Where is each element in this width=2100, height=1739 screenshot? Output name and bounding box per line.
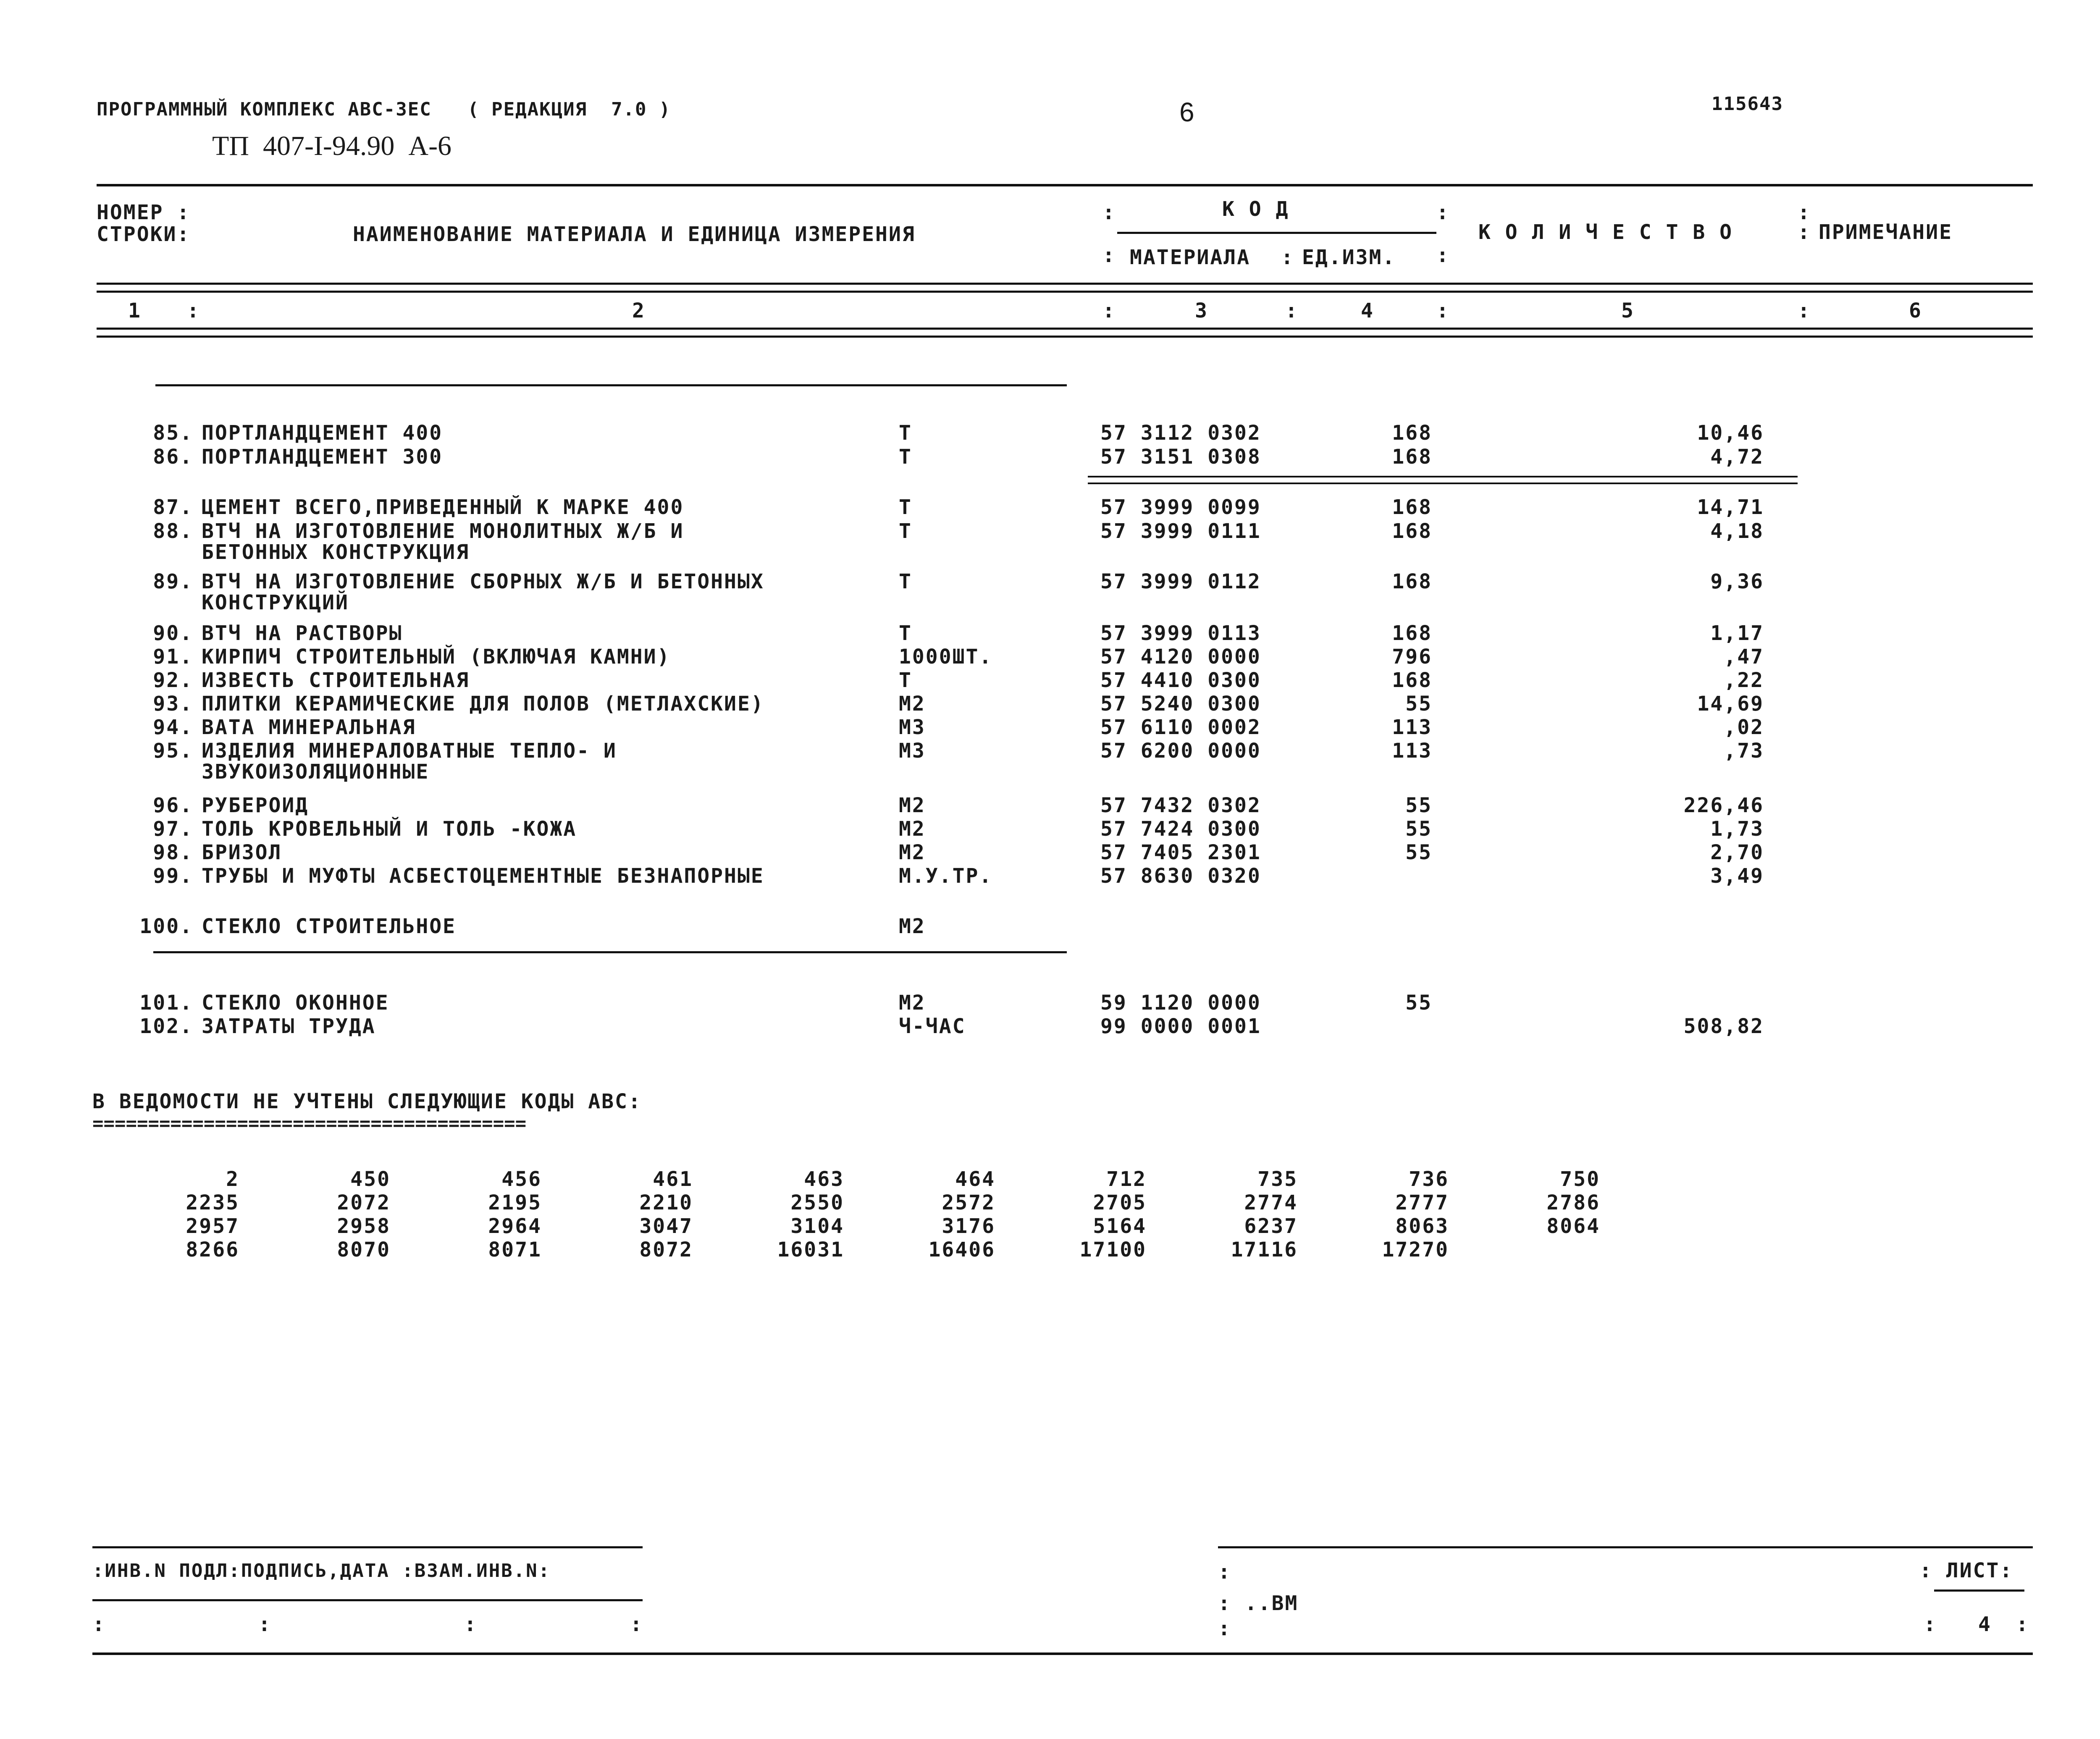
unaccounted-code: 2195 — [488, 1191, 542, 1214]
unaccounted-code: 2786 — [1546, 1191, 1600, 1214]
unaccounted-code: 2705 — [1093, 1191, 1147, 1214]
col1-header-line1: НОМЕР : — [97, 201, 191, 224]
column-numbers-double-rule — [97, 328, 2033, 338]
unit-code: 168 — [1392, 496, 1432, 519]
unit-code: 796 — [1392, 645, 1432, 669]
footer-left-mid-rule — [92, 1599, 643, 1601]
unit-of-measure: М2 — [899, 915, 926, 938]
unaccounted-code: 5164 — [1093, 1214, 1147, 1238]
material-name: СТЕКЛО СТРОИТЕЛЬНОЕ — [202, 915, 457, 938]
group-divider-bottom — [153, 951, 1067, 953]
unaccounted-code: 450 — [350, 1167, 391, 1191]
material-code: 57 3999 0112 — [1100, 570, 1261, 593]
row-number: 88. — [153, 519, 193, 543]
material-name-continued: КОНСТРУКЦИЙ — [202, 591, 349, 614]
unaccounted-code: 2572 — [942, 1191, 995, 1214]
unaccounted-code: 456 — [501, 1167, 542, 1191]
code-split-rule — [1117, 232, 1436, 234]
col1-header-line2: СТРОКИ: — [97, 223, 191, 246]
unaccounted-code: 461 — [653, 1167, 693, 1191]
row-number: 99. — [153, 864, 193, 888]
unit-code: 55 — [1405, 841, 1432, 864]
code-sep-b: : — [1436, 201, 1450, 224]
note-sep-b: : — [1798, 220, 1811, 244]
document-number: 115643 — [1712, 93, 1783, 115]
unit-of-measure: М2 — [899, 841, 926, 864]
code-sep-d: : — [1281, 246, 1294, 269]
material-code: 57 3112 0302 — [1100, 421, 1261, 445]
material-name: РУБЕРОИД — [202, 794, 309, 817]
unaccounted-code: 17100 — [1079, 1238, 1147, 1262]
unaccounted-code: 16031 — [777, 1238, 844, 1262]
quantity-value: 508,82 — [1683, 1015, 1764, 1038]
material-name: ВТЧ НА ИЗГОТОВЛЕНИЕ МОНОЛИТНЫХ Ж/Б И — [202, 519, 684, 543]
quantity-value: ,22 — [1724, 669, 1764, 692]
unit-of-measure: М2 — [899, 794, 926, 817]
row-number: 92. — [153, 669, 193, 692]
material-name: ПОРТЛАНДЦЕМЕНТ 300 — [202, 445, 443, 469]
row-number: 85. — [153, 421, 193, 445]
program-title: ПРОГРАММНЫЙ КОМПЛЕКС АВС-ЗЕС ( РЕДАКЦИЯ 7.0 ) — [97, 99, 671, 120]
unaccounted-code: 2774 — [1244, 1191, 1298, 1214]
unit-code: 168 — [1392, 421, 1432, 445]
unit-code: 168 — [1392, 519, 1432, 543]
material-name: ТОЛЬ КРОВЕЛЬНЫЙ И ТОЛЬ -КОЖА — [202, 817, 577, 841]
unaccounted-underline: ======================================= — [92, 1113, 527, 1134]
material-name-continued: ЗВУКОИЗОЛЯЦИОННЫЕ — [202, 760, 430, 784]
unaccounted-code: 17116 — [1231, 1238, 1298, 1262]
unaccounted-code: 8070 — [337, 1238, 391, 1262]
row-number: 89. — [153, 570, 193, 593]
material-code: 57 4120 0000 — [1100, 645, 1261, 669]
unaccounted-code: 2958 — [337, 1214, 391, 1238]
sheet-number: 4 — [1978, 1613, 1992, 1636]
code-sep-a: : — [1102, 201, 1116, 224]
unit-of-measure: Т — [899, 519, 912, 543]
unit-code: 168 — [1392, 570, 1432, 593]
quantity-header: К О Л И Ч Е С Т В О — [1478, 220, 1733, 244]
material-code: 99 0000 0001 — [1100, 1015, 1261, 1038]
sheet-label: : ЛИСТ: — [1919, 1559, 2013, 1582]
unaccounted-code: 2964 — [488, 1214, 542, 1238]
quantity-value: ,73 — [1724, 739, 1764, 763]
note-sep-a: : — [1798, 201, 1811, 224]
footer-mid-sep-b: : — [1218, 1617, 1231, 1640]
material-name: ИЗВЕСТЬ СТРОИТЕЛЬНАЯ — [202, 669, 470, 692]
material-code: 57 5240 0300 — [1100, 692, 1261, 716]
unaccounted-code: 8071 — [488, 1238, 542, 1262]
quantity-value: 2,70 — [1710, 841, 1764, 864]
material-name: БРИЗОЛ — [202, 841, 282, 864]
unit-code: 55 — [1405, 991, 1432, 1015]
row-number: 91. — [153, 645, 193, 669]
unit-of-measure: М2 — [899, 991, 926, 1015]
unit-of-measure: М2 — [899, 692, 926, 716]
quantity-value: 1,17 — [1710, 622, 1764, 645]
row-number: 96. — [153, 794, 193, 817]
footer-sep-4: : — [630, 1613, 643, 1636]
unaccounted-code: 2235 — [186, 1191, 239, 1214]
colnum-5: 5 — [1621, 299, 1635, 323]
unit-of-measure: М3 — [899, 716, 926, 739]
material-code: 57 3999 0111 — [1100, 519, 1261, 543]
unit-code: 55 — [1405, 692, 1432, 716]
col2-header: НАИМЕНОВАНИЕ МАТЕРИАЛА И ЕДИНИЦА ИЗМЕРЕНИЯ — [353, 223, 916, 246]
page-number: 6 — [1179, 97, 1194, 127]
footer-mid-text: : ..ВМ — [1218, 1592, 1299, 1615]
quantity-value: 4,72 — [1710, 445, 1764, 469]
footer-left-top-rule — [92, 1546, 643, 1548]
header-top-rule — [97, 184, 2033, 186]
unit-code: 168 — [1392, 445, 1432, 469]
unit-code: 168 — [1392, 622, 1432, 645]
unaccounted-code: 2550 — [790, 1191, 844, 1214]
unit-of-measure: Т — [899, 570, 912, 593]
footer-right-top-rule — [1218, 1546, 2033, 1548]
material-name: КИРПИЧ СТРОИТЕЛЬНЫЙ (ВКЛЮЧАЯ КАМНИ) — [202, 645, 671, 669]
colnum-6: 6 — [1909, 299, 1922, 323]
material-name: ПЛИТКИ КЕРАМИЧЕСКИЕ ДЛЯ ПОЛОВ (МЕТЛАХСКИЕ) — [202, 692, 764, 716]
unit-of-measure: Т — [899, 445, 912, 469]
unit-of-measure: Т — [899, 421, 912, 445]
material-code: 57 3999 0099 — [1100, 496, 1261, 519]
unaccounted-code: 17270 — [1382, 1238, 1449, 1262]
quantity-value: 9,36 — [1710, 570, 1764, 593]
footer-sep-3: : — [464, 1613, 478, 1636]
material-name: ПОРТЛАНДЦЕМЕНТ 400 — [202, 421, 443, 445]
colnum-1: 1 — [128, 299, 142, 323]
unaccounted-code: 2210 — [639, 1191, 693, 1214]
material-name: ВАТА МИНЕРАЛЬНАЯ — [202, 716, 416, 739]
subtotal-double-rule — [1088, 476, 1798, 484]
row-number: 94. — [153, 716, 193, 739]
quantity-value: 10,46 — [1697, 421, 1764, 445]
code-header: К О Д — [1222, 197, 1289, 221]
unaccounted-code: 3104 — [790, 1214, 844, 1238]
code-unit-header: ЕД.ИЗМ. — [1302, 246, 1396, 269]
unit-of-measure: 1000ШТ. — [899, 645, 993, 669]
unit-of-measure: М.У.ТР. — [899, 864, 993, 888]
colnum-sep-4: : — [1436, 299, 1450, 323]
sheet-sep-a: : — [1924, 1613, 1937, 1636]
unit-of-measure: М2 — [899, 817, 926, 841]
unaccounted-code: 463 — [804, 1167, 844, 1191]
colnum-4: 4 — [1361, 299, 1374, 323]
footer-labels: :ИНВ.N ПОДЛ:ПОДПИСЬ,ДАТА :ВЗАМ.ИНВ.N: — [92, 1560, 551, 1582]
unaccounted-code: 8266 — [186, 1238, 239, 1262]
note-header: ПРИМЕЧАНИЕ — [1819, 220, 1953, 244]
unit-of-measure: Т — [899, 496, 912, 519]
unaccounted-code: 750 — [1560, 1167, 1600, 1191]
colnum-sep-1: : — [187, 299, 200, 323]
unit-code: 55 — [1405, 817, 1432, 841]
unaccounted-code: 8063 — [1395, 1214, 1449, 1238]
footer-sep-2: : — [258, 1613, 272, 1636]
sheet-split-rule — [1934, 1589, 2024, 1592]
unit-code: 113 — [1392, 739, 1432, 763]
footer-bottom-rule — [92, 1652, 2033, 1655]
material-name: ИЗДЕЛИЯ МИНЕРАЛОВАТНЫЕ ТЕПЛО- И — [202, 739, 617, 763]
unaccounted-code: 2957 — [186, 1214, 239, 1238]
unaccounted-code: 464 — [955, 1167, 995, 1191]
unit-code: 168 — [1392, 669, 1432, 692]
code-sep-e: : — [1436, 244, 1450, 267]
unaccounted-code: 2777 — [1395, 1191, 1449, 1214]
row-number: 90. — [153, 622, 193, 645]
material-code: 57 3151 0308 — [1100, 445, 1261, 469]
material-name: ЗАТРАТЫ ТРУДА — [202, 1015, 376, 1038]
colnum-sep-3: : — [1285, 299, 1299, 323]
material-code: 57 7424 0300 — [1100, 817, 1261, 841]
row-number: 93. — [153, 692, 193, 716]
unaccounted-code: 2 — [226, 1167, 239, 1191]
row-number: 95. — [153, 739, 193, 763]
row-number: 98. — [153, 841, 193, 864]
unit-of-measure: М3 — [899, 739, 926, 763]
material-name: ТРУБЫ И МУФТЫ АСБЕСТОЦЕМЕНТНЫЕ БЕЗНАПОРНЫЕ — [202, 864, 764, 888]
row-number: 100. — [139, 915, 193, 938]
unaccounted-title: В ВЕДОМОСТИ НЕ УЧТЕНЫ СЛЕДУЮЩИЕ КОДЫ АВС: — [92, 1090, 642, 1113]
row-number: 87. — [153, 496, 193, 519]
unit-of-measure: Т — [899, 622, 912, 645]
material-code: 57 7432 0302 — [1100, 794, 1261, 817]
unaccounted-code: 735 — [1257, 1167, 1298, 1191]
unaccounted-code: 8072 — [639, 1238, 693, 1262]
row-number: 102. — [139, 1015, 193, 1038]
unaccounted-code: 3176 — [942, 1214, 995, 1238]
project-code: ТП 407-I-94.90 А-6 — [212, 131, 452, 161]
footer-mid-sep-a: : — [1218, 1560, 1231, 1584]
material-code: 57 3999 0113 — [1100, 622, 1261, 645]
colnum-2: 2 — [632, 299, 646, 323]
quantity-value: ,02 — [1724, 716, 1764, 739]
quantity-value: 3,49 — [1710, 864, 1764, 888]
unaccounted-code: 8064 — [1546, 1214, 1600, 1238]
material-code: 57 8630 0320 — [1100, 864, 1261, 888]
footer-sep-1: : — [92, 1613, 106, 1636]
unaccounted-code: 736 — [1409, 1167, 1449, 1191]
code-material-header: МАТЕРИАЛА — [1130, 246, 1251, 269]
quantity-value: 226,46 — [1683, 794, 1764, 817]
header-double-rule — [97, 283, 2033, 293]
unit-of-measure: Ч-ЧАС — [899, 1015, 966, 1038]
quantity-value: 14,69 — [1697, 692, 1764, 716]
unaccounted-code: 2072 — [337, 1191, 391, 1214]
material-code: 57 4410 0300 — [1100, 669, 1261, 692]
material-code: 57 6200 0000 — [1100, 739, 1261, 763]
quantity-value: 4,18 — [1710, 519, 1764, 543]
unaccounted-code: 16406 — [928, 1238, 995, 1262]
sheet-sep-b: : — [2016, 1613, 2029, 1636]
unit-code: 113 — [1392, 716, 1432, 739]
unit-code: 55 — [1405, 794, 1432, 817]
unit-of-measure: Т — [899, 669, 912, 692]
row-number: 101. — [139, 991, 193, 1015]
material-code: 57 6110 0002 — [1100, 716, 1261, 739]
colnum-3: 3 — [1195, 299, 1208, 323]
material-code: 57 7405 2301 — [1100, 841, 1261, 864]
quantity-value: ,47 — [1724, 645, 1764, 669]
material-name: ВТЧ НА РАСТВОРЫ — [202, 622, 403, 645]
row-number: 86. — [153, 445, 193, 469]
material-code: 59 1120 0000 — [1100, 991, 1261, 1015]
code-sep-c: : — [1102, 244, 1116, 267]
material-name: СТЕКЛО ОКОННОЕ — [202, 991, 389, 1015]
group-divider-top — [155, 384, 1067, 386]
material-name: ЦЕМЕНТ ВСЕГО,ПРИВЕДЕННЫЙ К МАРКЕ 400 — [202, 496, 684, 519]
material-name-continued: БЕТОННЫХ КОНСТРУКЦИЯ — [202, 540, 470, 564]
quantity-value: 1,73 — [1710, 817, 1764, 841]
colnum-sep-5: : — [1798, 299, 1811, 323]
unaccounted-code: 6237 — [1244, 1214, 1298, 1238]
colnum-sep-2: : — [1102, 299, 1116, 323]
row-number: 97. — [153, 817, 193, 841]
quantity-value: 14,71 — [1697, 496, 1764, 519]
unaccounted-code: 712 — [1106, 1167, 1147, 1191]
unaccounted-code: 3047 — [639, 1214, 693, 1238]
material-name: ВТЧ НА ИЗГОТОВЛЕНИЕ СБОРНЫХ Ж/Б И БЕТОННЫХ — [202, 570, 764, 593]
